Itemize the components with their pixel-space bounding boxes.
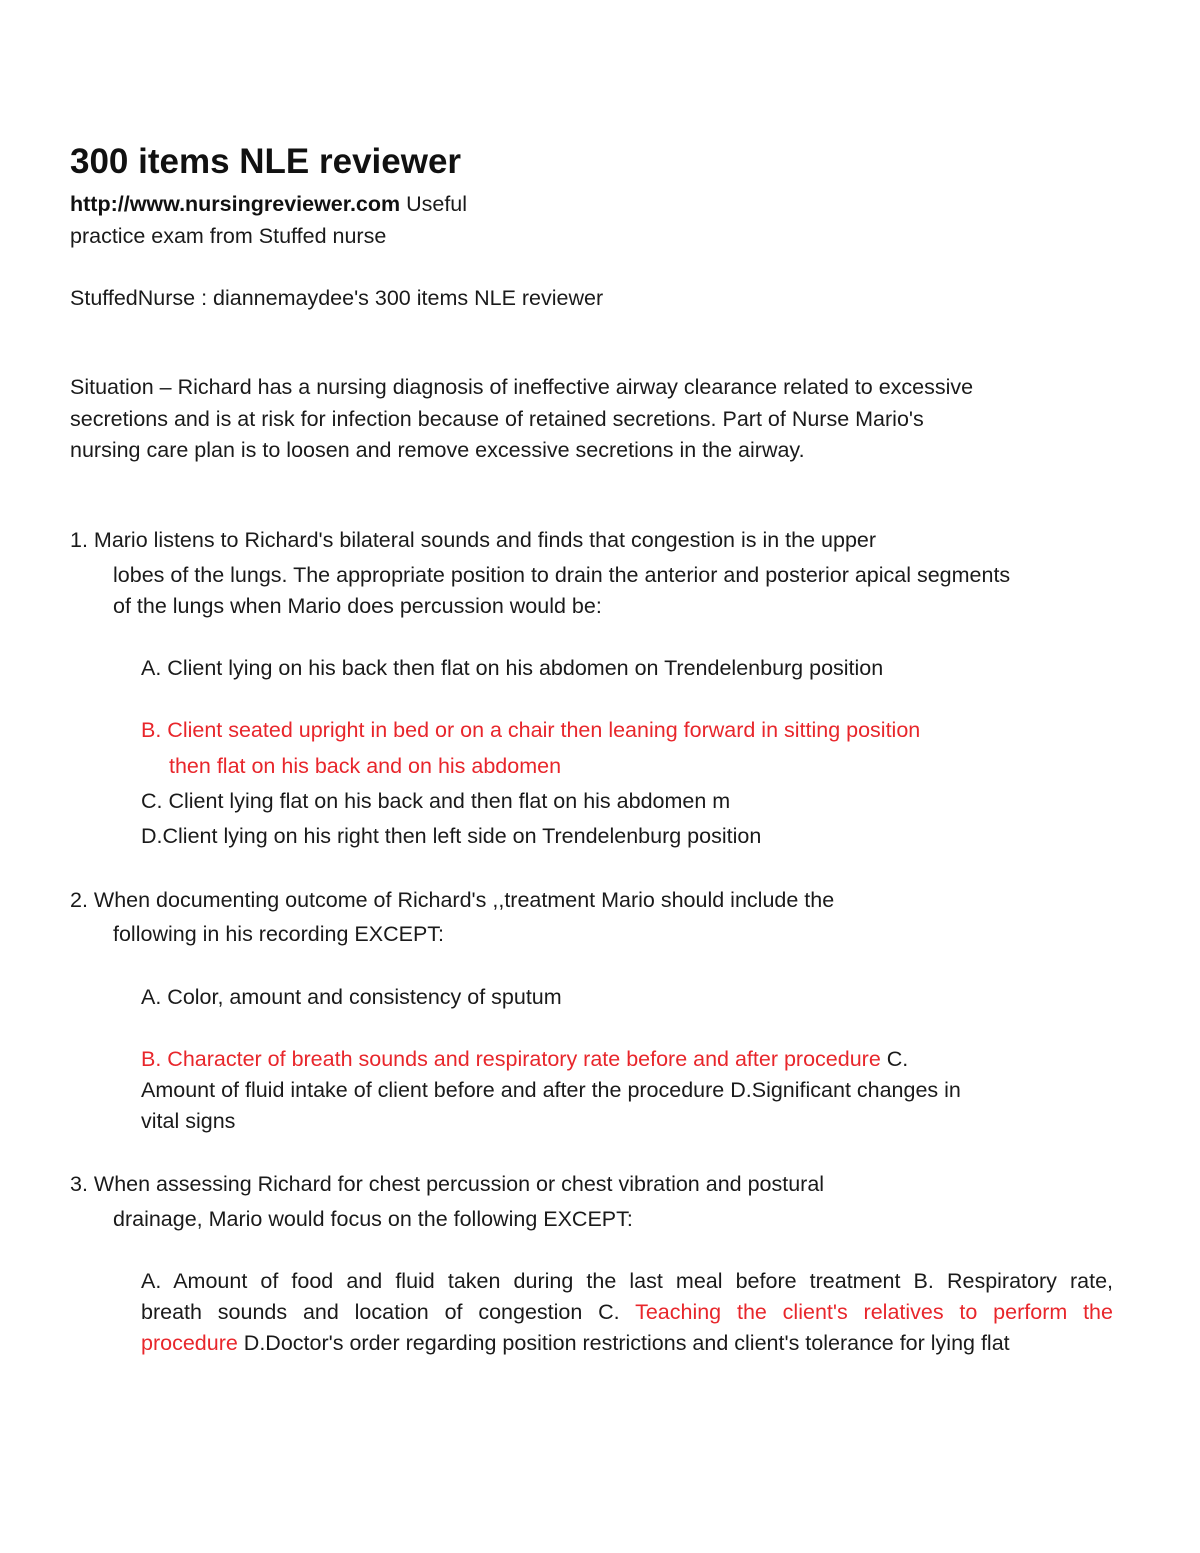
source-line <box>70 190 467 218</box>
source-line-2: practice exam from Stuffed nurse <box>70 224 387 248</box>
page-title: 300 items NLE reviewer <box>70 142 462 181</box>
q1-stem-line-2: lobes of the lungs. The appropriate position to drain the anterior and posterior apical segments <box>113 563 1011 587</box>
q2-stem-line-1: 2. When documenting outcome of Richard's ,,treatment Mario should include the <box>70 888 835 912</box>
q1-option-b-line-2: then flat on his back and on his abdomen <box>169 754 562 778</box>
q3-option-c-answer-end: procedure <box>141 1331 238 1355</box>
q3-options-line-2 <box>141 1298 1113 1326</box>
source-after-text: Useful <box>400 192 468 216</box>
q3-option-c-answer: Teaching the client's relatives to perform the <box>635 1300 1113 1324</box>
q1-option-c: C. Client lying flat on his back and then flat on his abdomen m <box>141 789 731 813</box>
q2-option-d-tail: vital signs <box>141 1109 236 1133</box>
q3-stem-line-2: drainage, Mario would focus on the following EXCEPT: <box>113 1207 633 1231</box>
q3-options-line-1: A. Amount of food and fluid taken during the last meal before treatment B. Respiratory rate, <box>141 1269 1113 1293</box>
q2-option-b-line <box>141 1045 908 1073</box>
q2-option-c-line: Amount of fluid intake of client before and after the procedure D.Significant changes in <box>141 1078 961 1102</box>
q3-options-line-3 <box>141 1329 1010 1357</box>
situation-line-1: Situation – Richard has a nursing diagnosis of ineffective airway clearance related to excessive <box>70 375 974 399</box>
q3-stem-line-1: 3. When assessing Richard for chest percussion or chest vibration and postural <box>70 1172 825 1196</box>
q2-option-c-start: C. <box>880 1047 909 1071</box>
q1-option-b-line-1: B. Client seated upright in bed or on a chair then leaning forward in sitting position <box>141 718 921 742</box>
q2-option-b: B. Character of breath sounds and respiratory rate before and after procedure <box>141 1047 881 1071</box>
source-link[interactable]: http://www.nursingreviewer.com <box>70 192 401 216</box>
q2-option-a: A. Color, amount and consistency of sputum <box>141 985 562 1009</box>
situation-line-2: secretions and is at risk for infection because of retained secretions. Part of Nurse Mario's <box>70 407 924 431</box>
q1-stem-line-3: of the lungs when Mario does percussion would be: <box>113 594 602 618</box>
q3-option-b-tail: breath sounds and location of congestion C. <box>141 1300 620 1324</box>
q1-option-d: D.Client lying on his right then left side on Trendelenburg position <box>141 824 762 848</box>
q1-stem-line-1: 1. Mario listens to Richard's bilateral sounds and finds that congestion is in the upper <box>70 528 877 552</box>
q3-option-d: D.Doctor's order regarding position restrictions and client's tolerance for lying flat <box>237 1331 1010 1355</box>
situation-line-3: nursing care plan is to loosen and remove excessive secretions in the airway. <box>70 438 805 462</box>
q2-stem-line-2: following in his recording EXCEPT: <box>113 922 445 946</box>
credit-line: StuffedNurse : diannemaydee's 300 items NLE reviewer <box>70 286 604 310</box>
q1-option-a: A. Client lying on his back then flat on his abdomen on Trendelenburg position <box>141 656 884 680</box>
